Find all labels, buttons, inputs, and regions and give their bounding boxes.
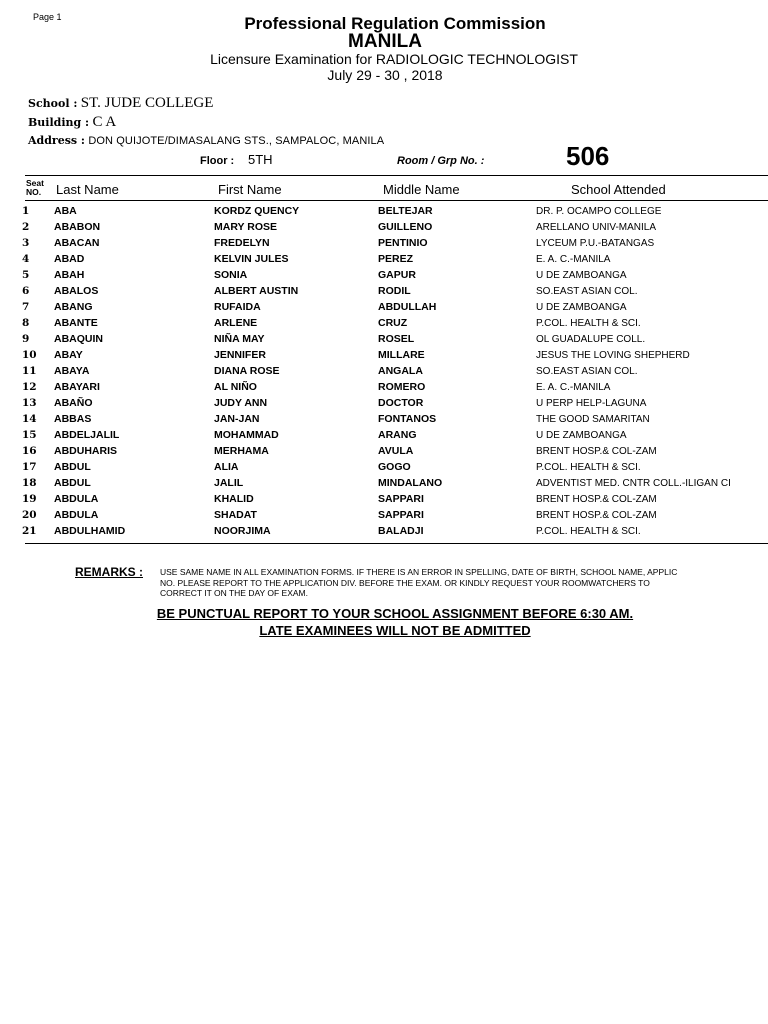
last-name: ABAQUIN [54, 333, 103, 345]
room-label: Room / Grp No. : [397, 155, 485, 167]
table-row [22, 363, 731, 379]
last-name: ABAD [54, 253, 85, 265]
school-attended: BRENT HOSP.& COL-ZAM [536, 509, 657, 521]
table-row [22, 411, 731, 427]
middle-name: SAPPARI [378, 493, 424, 505]
column-header-middle-name: Middle Name [383, 182, 460, 197]
table-row [22, 475, 731, 491]
first-name: AL NIÑO [214, 381, 257, 393]
middle-name: CRUZ [378, 317, 408, 329]
seat-number: 7 [22, 301, 30, 313]
table-row [22, 219, 731, 235]
last-name: ABAH [54, 269, 85, 281]
school-attended: LYCEUM P.U.-BATANGAS [536, 237, 655, 249]
page-number: Page 1 [33, 12, 62, 22]
middle-name: ARANG [378, 429, 417, 441]
table-row [22, 235, 731, 251]
seat-number: 1 [22, 205, 30, 217]
seat-number: 3 [22, 237, 30, 249]
school-attended: P.COL. HEALTH & SCI. [536, 461, 641, 473]
first-name: JAN-JAN [214, 413, 260, 425]
first-name: ALIA [214, 461, 239, 473]
last-name: ABAYA [54, 365, 90, 377]
address-label: Address : [28, 134, 85, 147]
seat-number: 14 [22, 413, 37, 425]
first-name: NOORJIMA [214, 525, 271, 537]
seat-number: 5 [22, 269, 30, 281]
first-name: JUDY ANN [214, 397, 268, 409]
column-header-last-name: Last Name [56, 182, 119, 197]
first-name: KELVIN JULES [214, 253, 289, 265]
last-name: ABAÑO [54, 397, 93, 409]
last-name: ABAY [54, 349, 83, 361]
table-row [22, 203, 731, 219]
last-name: ABANG [54, 301, 93, 313]
punctuality-notice: BE PUNCTUAL REPORT TO YOUR SCHOOL ASSIGNMENT BEFORE 6:30 AM. [156, 606, 634, 621]
building-name: C A [92, 114, 117, 130]
school-attended: P.COL. HEALTH & SCI. [536, 525, 641, 537]
seat-number: 13 [22, 397, 37, 409]
seat-number: 21 [22, 525, 37, 537]
table-row [22, 379, 731, 395]
table-row [22, 427, 731, 443]
table-row [22, 251, 731, 267]
address-line [28, 133, 384, 147]
first-name: MERHAMA [214, 445, 269, 457]
first-name: MARY ROSE [214, 221, 278, 233]
first-name: FREDELYN [214, 237, 270, 249]
room-number: 506 [566, 141, 610, 171]
middle-name: ROSEL [378, 333, 415, 345]
school-attended: E. A. C.-MANILA [536, 253, 611, 265]
seat-number: 4 [22, 253, 30, 265]
last-name: ABABON [54, 221, 101, 233]
seat-number: 11 [22, 365, 37, 377]
last-name: ABDUL [54, 477, 91, 489]
school-attended: U DE ZAMBOANGA [536, 301, 627, 313]
middle-name: AVULA [378, 445, 414, 457]
first-name: JENNIFER [214, 349, 266, 361]
last-name: ABACAN [54, 237, 100, 249]
middle-name: RODIL [378, 285, 411, 297]
header-bottom-rule [25, 200, 768, 201]
seat-number: 6 [22, 285, 30, 297]
school-attended: BRENT HOSP.& COL-ZAM [536, 493, 657, 505]
middle-name: DOCTOR [378, 397, 424, 409]
table-row [22, 459, 731, 475]
last-name: ABA [54, 205, 77, 217]
table-row [22, 299, 731, 315]
school-attended: U PERP HELP-LAGUNA [536, 397, 647, 409]
last-name: ABANTE [54, 317, 98, 329]
first-name: KHALID [214, 493, 254, 505]
table-row [22, 283, 731, 299]
middle-name: ANGALA [378, 365, 423, 377]
school-attended: THE GOOD SAMARITAN [536, 413, 650, 425]
seat-number: 20 [22, 509, 37, 521]
school-name: ST. JUDE COLLEGE [80, 95, 214, 111]
middle-name: SAPPARI [378, 509, 424, 521]
school-attended: SO.EAST ASIAN COL. [536, 285, 638, 297]
seat-number: 9 [22, 333, 30, 345]
last-name: ABDELJALIL [54, 429, 120, 441]
table-row [22, 507, 731, 523]
school-attended: U DE ZAMBOANGA [536, 429, 627, 441]
floor-label: Floor : [200, 155, 235, 167]
last-name: ABAYARI [54, 381, 100, 393]
late-notice: LATE EXAMINEES WILL NOT BE ADMITTED [259, 623, 531, 638]
middle-name: ABDULLAH [378, 301, 437, 313]
table-row [22, 523, 731, 539]
seat-number: 16 [22, 445, 37, 457]
first-name: NIÑA MAY [214, 333, 265, 345]
first-name: ARLENE [214, 317, 258, 329]
school-attended: JESUS THE LOVING SHEPHERD [536, 349, 690, 361]
examinee-table [22, 203, 731, 539]
school-attended: ADVENTIST MED. CNTR COLL.-ILIGAN CI [536, 477, 731, 489]
table-row [22, 331, 731, 347]
last-name: ABDUL [54, 461, 91, 473]
middle-name: MILLARE [378, 349, 425, 361]
floor-value: 5TH [248, 152, 273, 167]
exam-date: July 29 - 30 , 2018 [327, 67, 443, 83]
last-name: ABDUHARIS [54, 445, 117, 457]
first-name: DIANA ROSE [214, 365, 280, 377]
middle-name: GUILLENO [378, 221, 433, 233]
seat-number: 18 [22, 477, 37, 489]
address-value: DON QUIJOTE/DIMASALANG STS., SAMPALOC, MANILA [88, 135, 385, 147]
school-attended: P.COL. HEALTH & SCI. [536, 317, 641, 329]
column-header-seat: Seat NO. [26, 178, 44, 197]
first-name: JALIL [214, 477, 244, 489]
table-row [22, 315, 731, 331]
seat-number: 15 [22, 429, 37, 441]
table-row [22, 443, 731, 459]
middle-name: BALADJI [378, 525, 424, 537]
middle-name: GOGO [378, 461, 411, 473]
first-name: SONIA [214, 269, 248, 281]
building-label: Building : [28, 116, 90, 129]
seat-number: 8 [22, 317, 30, 329]
middle-name: PENTINIO [378, 237, 428, 249]
building-line [28, 114, 116, 131]
seat-number: 17 [22, 461, 37, 473]
school-attended: SO.EAST ASIAN COL. [536, 365, 638, 377]
exam-title: Licensure Examination for RADIOLOGIC TECHNOLOGIST [210, 51, 578, 67]
middle-name: BELTEJAR [378, 205, 433, 217]
last-name: ABDULA [54, 509, 99, 521]
organization-title: Professional Regulation Commission [244, 14, 546, 33]
first-name: MOHAMMAD [214, 429, 279, 441]
table-bottom-rule [25, 543, 768, 544]
column-header-school-attended: School Attended [571, 182, 666, 197]
middle-name: GAPUR [378, 269, 416, 281]
first-name: SHADAT [214, 509, 257, 521]
last-name: ABALOS [54, 285, 99, 297]
first-name: ALBERT AUSTIN [214, 285, 299, 297]
school-attended: OL GUADALUPE COLL. [536, 333, 646, 345]
last-name: ABBAS [54, 413, 92, 425]
city-title: MANILA [348, 31, 422, 52]
header-top-rule [25, 175, 768, 176]
last-name: ABDULHAMID [54, 525, 126, 537]
middle-name: MINDALANO [378, 477, 443, 489]
seat-number: 10 [22, 349, 37, 361]
middle-name: PEREZ [378, 253, 414, 265]
seat-number: 19 [22, 493, 37, 505]
school-attended: U DE ZAMBOANGA [536, 269, 627, 281]
table-row [22, 347, 731, 363]
first-name: RUFAIDA [214, 301, 261, 313]
first-name: KORDZ QUENCY [214, 205, 300, 217]
school-attended: ARELLANO UNIV-MANILA [536, 221, 657, 233]
middle-name: FONTANOS [378, 413, 437, 425]
school-label: School : [28, 97, 78, 110]
last-name: ABDULA [54, 493, 99, 505]
table-row [22, 491, 731, 507]
seat-number: 12 [22, 381, 37, 393]
middle-name: ROMERO [378, 381, 426, 393]
school-line [28, 95, 213, 112]
seat-number: 2 [22, 221, 30, 233]
school-attended: DR. P. OCAMPO COLLEGE [536, 205, 662, 217]
school-attended: BRENT HOSP.& COL-ZAM [536, 445, 657, 457]
school-attended: E. A. C.-MANILA [536, 381, 611, 393]
remarks-text: USE SAME NAME IN ALL EXAMINATION FORMS. IF THERE IS AN ERROR IN SPELLING, DATE OF BIRTH, SCHOOL NAME, APPLIC NO. PLEASE REPORT TO THE APPLICATION DIV. BEFORE THE EXAM. OR KINDLY REQUEST YOUR ROOMWATCHERS TO CORRECT IT ON THE DAY OF EXAM. [160, 567, 678, 598]
table-row [22, 395, 731, 411]
column-header-first-name: First Name [218, 182, 282, 197]
table-row [22, 267, 731, 283]
remarks-label: REMARKS : [75, 565, 143, 579]
